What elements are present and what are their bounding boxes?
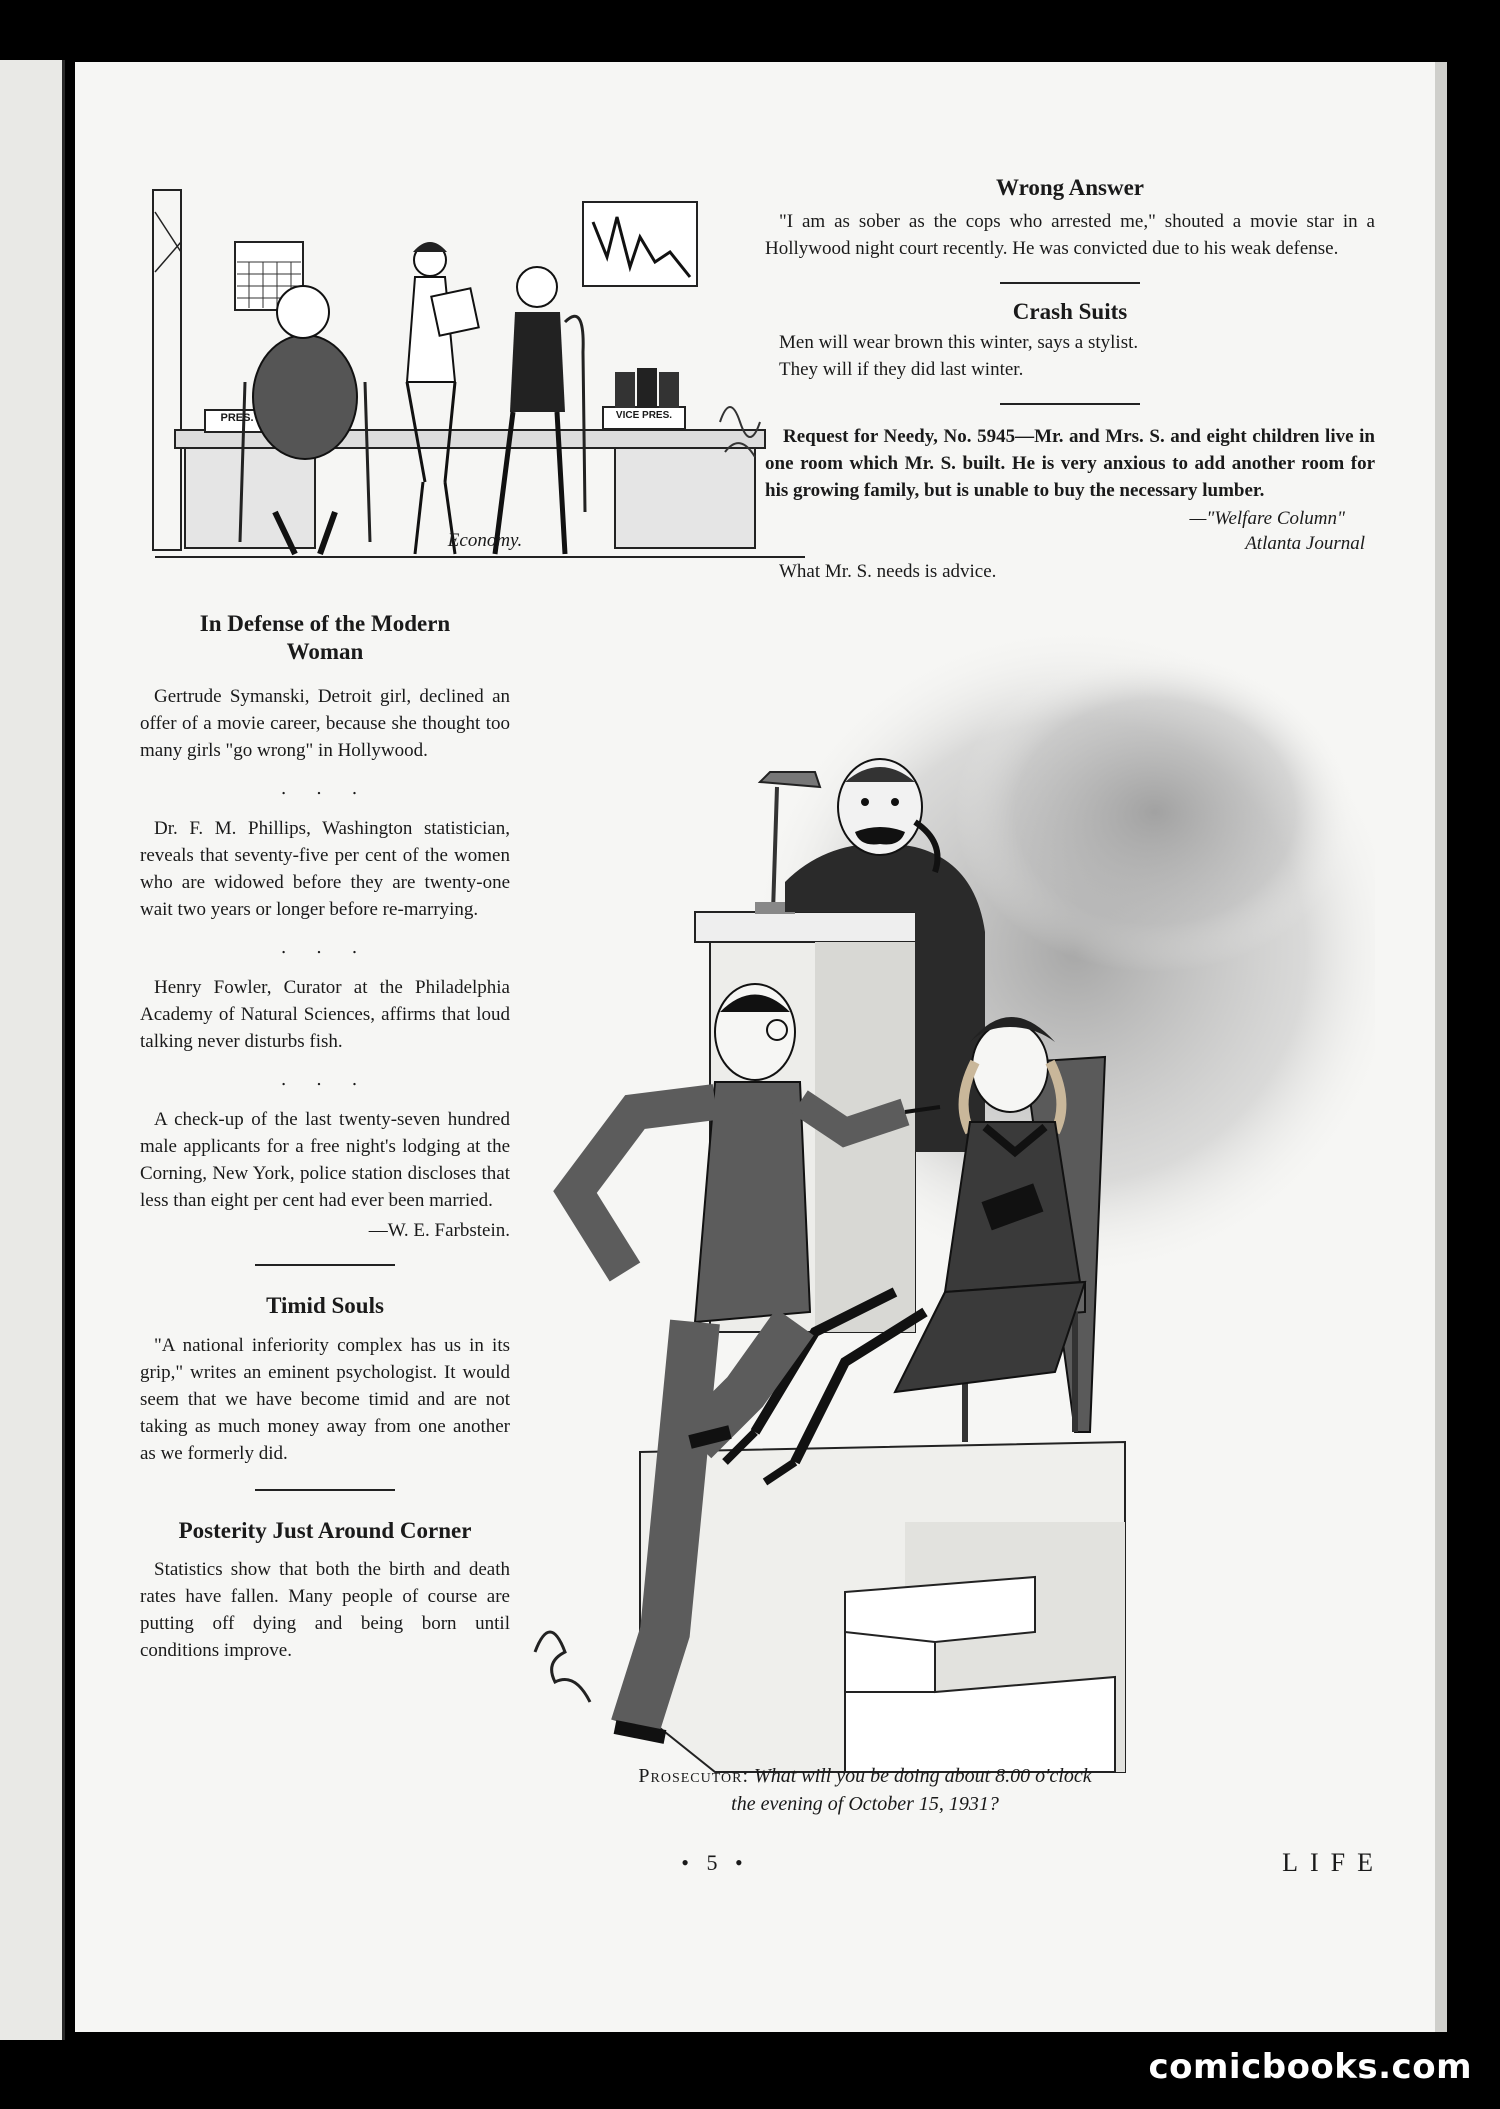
courtroom-caption [505,1762,1225,1818]
timid-souls-body: "A national inferiority complex has us in its grip," writes an eminent psychologist. It would seem that we have become timid and are not taking as much money away from one another as we formerly did. [140,1334,510,1464]
crash-suits-line1: Men will wear brown this winter, says a stylist. [779,332,1139,354]
crash-suits-line2: They will if they did last winter. [779,359,1024,381]
caption-line-1: What will you be doing about 8.00 o'clock [754,1765,1092,1787]
vice-pres-desk-sign: VICE PRES. [615,410,673,421]
watermark-text: comicbooks.com [1148,2047,1472,2087]
crash-suits-title: Crash Suits [1012,298,1128,324]
divider [1000,403,1140,405]
magazine-page [75,62,1435,2032]
caption-line-2: the evening of October 15, 1931? [731,1793,999,1815]
defense-paragraph-4: A check-up of the last twenty-seven hundred male applicants for a free night's lodging at the Corning, New York, police station discloses that less than eight per cent had ever been married. [140,1109,510,1212]
divider [255,1489,395,1491]
economy-cartoon [145,182,815,582]
courtroom-cartoon [515,632,1375,1802]
needy-followup: What Mr. S. needs is advice. [779,561,997,583]
divider [255,1264,395,1266]
magazine-name: LIFE [1282,1848,1385,1877]
economy-caption: Economy. [447,530,523,551]
section-dots: . . . [280,1069,370,1091]
wrong-answer-body: "I am as sober as the cops who arrested me," shouted a movie star in a Hollywood night court recently. He was convicted due to his weak defense. [765,210,1375,259]
defense-title: In Defense of the Modern Woman [199,611,451,664]
posterity-title: Posterity Just Around Corner [178,1517,472,1543]
caption-speaker: Prosecutor: [638,1765,750,1787]
page-edge-shadow [1435,62,1447,2032]
needy-credit-paper: Atlanta Journal [1245,533,1365,555]
divider [1000,282,1140,284]
timid-souls-title: Timid Souls [266,1293,384,1319]
needy-request: Request for Needy, No. 5945—Mr. and Mrs. S. and eight children live in one room which Mr. S. built. He is very anxious to add another room for his growing family, but is unable to buy the necessary lumber. [765,426,1375,502]
needy-credit-column: —"Welfare Column" [1189,508,1345,530]
section-dots: . . . [280,778,370,800]
defense-signature: —W. E. Farbstein. [368,1220,510,1242]
economy-cartoon-drawing [145,182,815,582]
defense-paragraph-1: Gertrude Symanski, Detroit girl, declined an offer of a movie career, because she thought too many girls "go wrong" in Hollywood. [140,686,510,762]
defense-paragraph-2: Dr. F. M. Phillips, Washington statistician, reveals that seventy-five per cent of the women who are widowed before they are twenty-one wait two years or longer before re-marrying. [140,818,510,921]
right-column-top [765,174,1375,585]
page-number: • 5 • [681,1850,749,1875]
defense-paragraph-3: Henry Fowler, Curator at the Philadelphia Academy of Natural Sciences, affirms that loud talking never disturbs fish. [140,977,510,1053]
posterity-body: Statistics show that both the birth and death rates have fallen. Many people of course are putting off dying and being born until conditions improve. [140,1559,510,1662]
pres-desk-sign: PRES. [220,412,254,424]
section-dots: . . . [280,937,370,959]
wrong-answer-title: Wrong Answer [995,175,1145,200]
adjacent-page-edge [0,60,65,2040]
left-column [140,610,510,1664]
courtroom-cartoon-drawing [515,632,1375,1802]
